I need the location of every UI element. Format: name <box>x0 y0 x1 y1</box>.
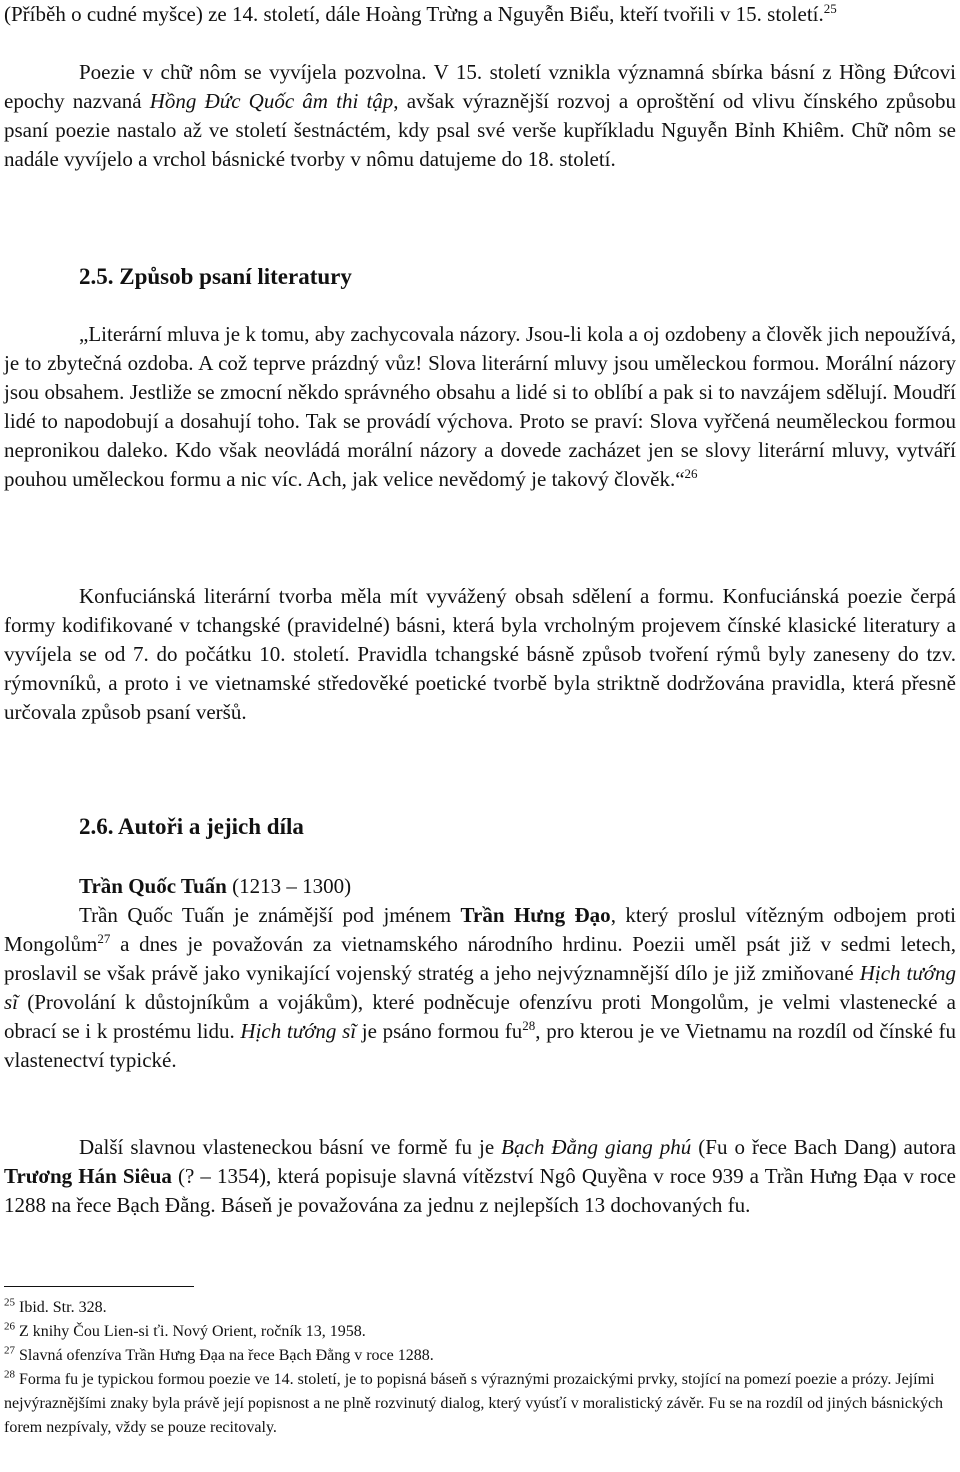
text-run: (Fu o řece Bach Dang) autora <box>691 1135 956 1159</box>
footnote-25 <box>4 1296 956 1320</box>
text-run: Konfuciánská literární tvorba měla mít vyvážený obsah sdělení a formu. Konfuciánská poezie čerpá formy kodifikované v tchangské (pravidelné) básni, která byla vrcholným projevem čínské klasické literatury a vyvíjela se od 7. do počátku 10. století. Pravidla tchangské básně způsob tvoření rýmů byly zaneseny do tzv. rýmovníků, a proto i ve vietnamské středověké poetické tvorbě byla striktně dodržována pravidla, která přesně určovala způsob psaní veršů. <box>4 584 956 724</box>
footnote-number: 27 <box>4 1344 15 1357</box>
footnote-ref-26: 26 <box>684 466 698 481</box>
author-name: Trương Hán Siêua <box>4 1164 172 1188</box>
paragraph-intro-2 <box>4 58 956 174</box>
paragraph-tran-quoc-tuan <box>4 901 956 1075</box>
footnote-number: 28 <box>4 1368 15 1381</box>
quote-text: „Literární mluva je k tomu, aby zachycovala názory. Jsou-li kola a oj ozdobeny a člověk jich nepoužívá, je to zbytečná ozdoba. A což teprve prázdný vůz! Slova literární mluvy jsou uměleckou formou. Morální názory jsou obsahem. Jestliže se zmocní někdo správného obsahu a lidé si to oblíbí a pak si to navzájem sdělují. Moudří lidé to napodobují a dosahují toho. Tak se provádí výchova. Proto se praví: Slova vyřčená neuměleckou formou nepronikou daleko. Kdo však neovládá morální názory a dovede zacházet jen se slovy literární mluvy, vytváří pouhou uměleckou formu a nic víc. Ach, jak velice nevědomý je takový člověk.“ <box>4 322 956 491</box>
author-line <box>79 872 956 901</box>
paragraph-intro-1 <box>4 0 956 29</box>
footnote-number: 26 <box>4 1320 15 1333</box>
work-title: Hồng Đức Quốc âm thi tập <box>149 89 394 113</box>
footnote-ref-28: 28 <box>522 1018 536 1033</box>
text-run: Další slavnou vlasteneckou básní ve formě fu je <box>79 1135 502 1159</box>
text-run: , který proslul vítězným odbojem proti Mongolům <box>4 903 956 956</box>
work-title: Hịch tướng sĩ <box>4 961 956 1014</box>
text-run: je psáno formou fu <box>356 1019 523 1043</box>
footnote-ref-27: 27 <box>97 931 111 946</box>
author-alias: Trần Hưng Đạo <box>460 903 611 927</box>
footnote-28 <box>4 1368 956 1440</box>
footnote-ref-25: 25 <box>823 1 837 16</box>
text-run: , avšak výraznější rozvoj a oproštění od vlivu čínského způsobu psaní poezie nastalo až ve století šestnáctém, kdy psal své verše kupříkladu Nguyễn Bỉnh Khiêm. Chữ nôm se nadále vyvíjelo a vrchol básnické tvorby v nômu datujeme do 18. století. <box>4 89 956 171</box>
section-heading-2-5: 2.5. Způsob psaní literatury <box>79 264 352 289</box>
footnotes <box>4 1296 956 1440</box>
text-run: Poezie v chữ nôm se vyvíjela pozvolna. V 15. století vznikla významná sbírka básní z Hồng Đứcovi epochy nazvaná <box>4 60 956 113</box>
text-run: (Provolání k důstojníkům a vojákům), které podněcuje ofenzívu proti Mongolům, je velmi vlastenecké a obrací se i k prostému lidu. <box>4 990 956 1043</box>
text-run: (? – 1354), která popisuje slavná vítězství Ngô Quyềna v roce 939 a Trần Hưng Đạa v roce 1288 na řece Bạch Đằng. Báseň je považována za jednu z nejlepších 13 dochovaných fu. <box>4 1164 956 1217</box>
text-run: a dnes je považován za vietnamského národního hrdinu. Poezii uměl psát již v sedmi letech, proslavil se však právě jako vynikající vojenský stratég a jeho nejvýznamnější dílo je již zmiňované <box>4 932 956 985</box>
footnote-separator <box>4 1286 194 1287</box>
section-heading-2-6: 2.6. Autoři a jejich díla <box>79 814 304 839</box>
text-run: (Příběh o cudné myšce) ze 14. století, dále Hoàng Trừng a Nguyễn Biểu, kteří tvořili v 15. století. <box>4 2 824 26</box>
footnote-text: Z knihy Čou Lien-si ťi. Nový Orient, ročník 13, 1958. <box>15 1323 366 1340</box>
footnote-text: Slavná ofenzíva Trần Hưng Đạa na řece Bạch Đằng v roce 1288. <box>15 1347 434 1364</box>
author-dates: (1213 – 1300) <box>226 874 352 898</box>
author-name: Trần Quốc Tuấn <box>79 874 227 898</box>
paragraph-bach-dang <box>4 1133 956 1220</box>
paragraph-confucian <box>4 582 956 727</box>
footnote-27 <box>4 1344 956 1368</box>
text-run: Trần Quốc Tuấn je známější pod jménem <box>79 903 461 927</box>
text-run: , pro kterou je ve Vietnamu na rozdíl od čínské fu vlastenectví typické. <box>4 1019 957 1072</box>
work-title: Bạch Đằng giang phú <box>501 1135 692 1159</box>
footnote-number: 25 <box>4 1296 15 1309</box>
footnote-26 <box>4 1320 956 1344</box>
footnote-text: Ibid. Str. 328. <box>15 1299 107 1316</box>
work-title: Hịch tướng sĩ <box>240 1019 357 1043</box>
quote-paragraph <box>4 320 956 494</box>
footnote-text: Forma fu je typickou formou poezie ve 14. století, je to popisná báseň s výraznými prozaickými prvky, stojící na pomezí poezie a prózy. Jejími nejvýraznějšími znaky byla právě její popisnost a ne plně rozvinutý dialog, který vyúsťí v moralistický závěr. Fu se na rozdíl od jiných básnických forem nezpívaly, vždy se pouze recitovaly. <box>4 1371 944 1436</box>
